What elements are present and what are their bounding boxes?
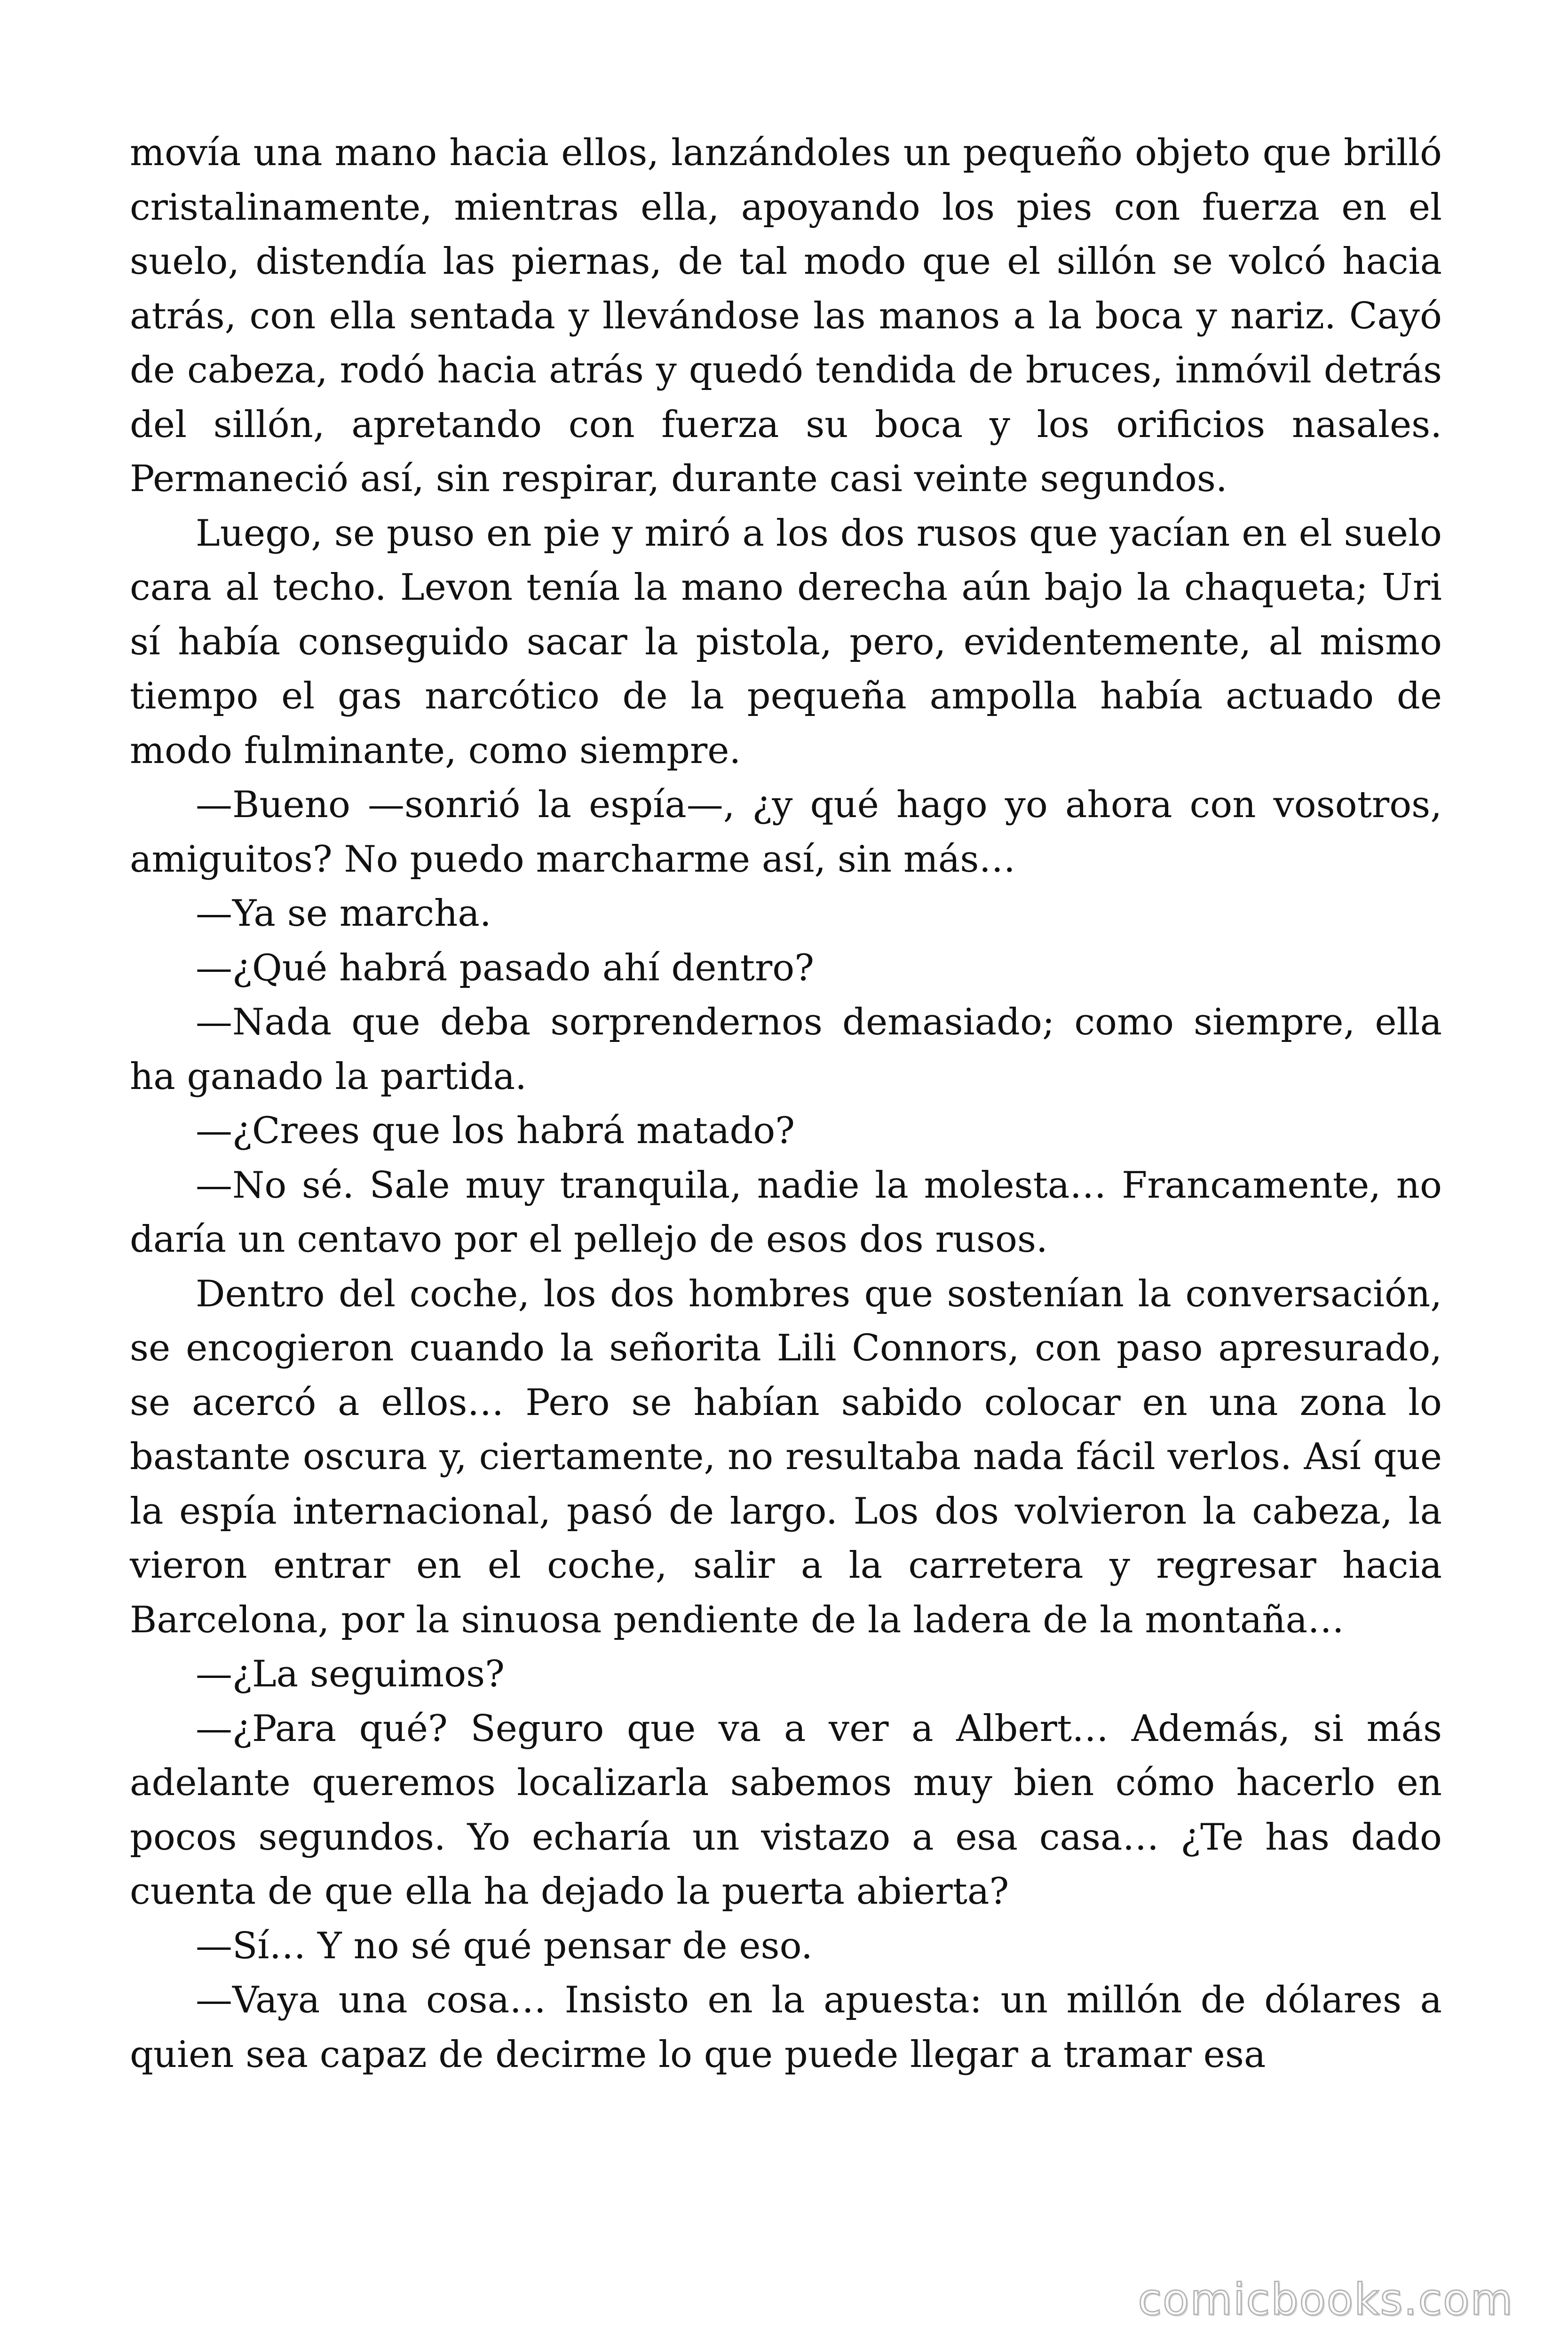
paragraph-5: —¿Qué habrá pasado ahí dentro?	[196, 946, 815, 989]
paragraph-2: Luego, se puso en pie y miró a los dos rusos que yacían en el suelo cara al techo. Levon tenía la mano derecha aún bajo la chaqueta; Uri sí había conseguido sacar la pistola, pero, evidentemente, al mismo tiempo el gas narcótico de la pequeña ampolla había actuado de modo fulminante, como siempre.	[130, 512, 1442, 772]
paragraph-7: —¿Crees que los habrá matado?	[196, 1110, 795, 1152]
paragraph-10: —¿La seguimos?	[196, 1653, 505, 1695]
paragraph-9: Dentro del coche, los dos hombres que sostenían la conversación, se encogieron cuando la señorita Lili Connors, con paso apresurado, se acercó a ellos… Pero se habían sabido colocar en una zona lo bastante oscura y, ciertamente, no resultaba nada fácil verlos. Así que la espía internacional, pasó de largo. Los dos volvieron la cabeza, la vieron entrar en el coche, salir a la carretera y regresar hacia Barcelona, por la sinuosa pendiente de la ladera de la montaña…	[130, 1272, 1442, 1641]
paragraph-8: —No sé. Sale muy tranquila, nadie la molesta… Francamente, no daría un centavo por el pellejo de esos dos rusos.	[130, 1164, 1442, 1261]
watermark: comicbooks.com	[1138, 2274, 1513, 2325]
paragraph-1: movía una mano hacia ellos, lanzándoles un pequeño objeto que brilló cristalinamente, mientras ella, apoyando los pies con fuerza en el suelo, distendía las piernas, de tal modo que el sillón se volcó hacia atrás, con ella sentada y llevándose las manos a la boca y nariz. Cayó de cabeza, rodó hacia atrás y quedó tendida de bruces, inmóvil detrás del sillón, apretando con fuerza su boca y los orificios nasales. Permaneció así, sin respirar, durante casi veinte segundos.	[130, 132, 1442, 500]
paragraph-4: —Ya se marcha.	[196, 892, 491, 935]
paragraph-12: —Sí… Y no sé qué pensar de eso.	[196, 1924, 813, 1967]
paragraph-11: —¿Para qué? Seguro que va a ver a Albert… Además, si más adelante queremos localizarla sabemos muy bien cómo hacerlo en pocos segundos. Yo echaría un vistazo a esa casa… ¿Te has dado cuenta de que ella ha dejado la puerta abierta?	[130, 1707, 1442, 1913]
page-body	[130, 126, 1442, 2082]
paragraph-13: —Vaya una cosa… Insisto en la apuesta: un millón de dólares a quien sea capaz de decirme lo que puede llegar a tramar esa	[130, 1979, 1442, 2076]
paragraph-3: —Bueno —sonrió la espía—, ¿y qué hago yo ahora con vosotros, amiguitos? No puedo marcharme así, sin más…	[130, 784, 1442, 881]
paragraph-6: —Nada que deba sorprendernos demasiado; como siempre, ella ha ganado la partida.	[130, 1001, 1442, 1098]
